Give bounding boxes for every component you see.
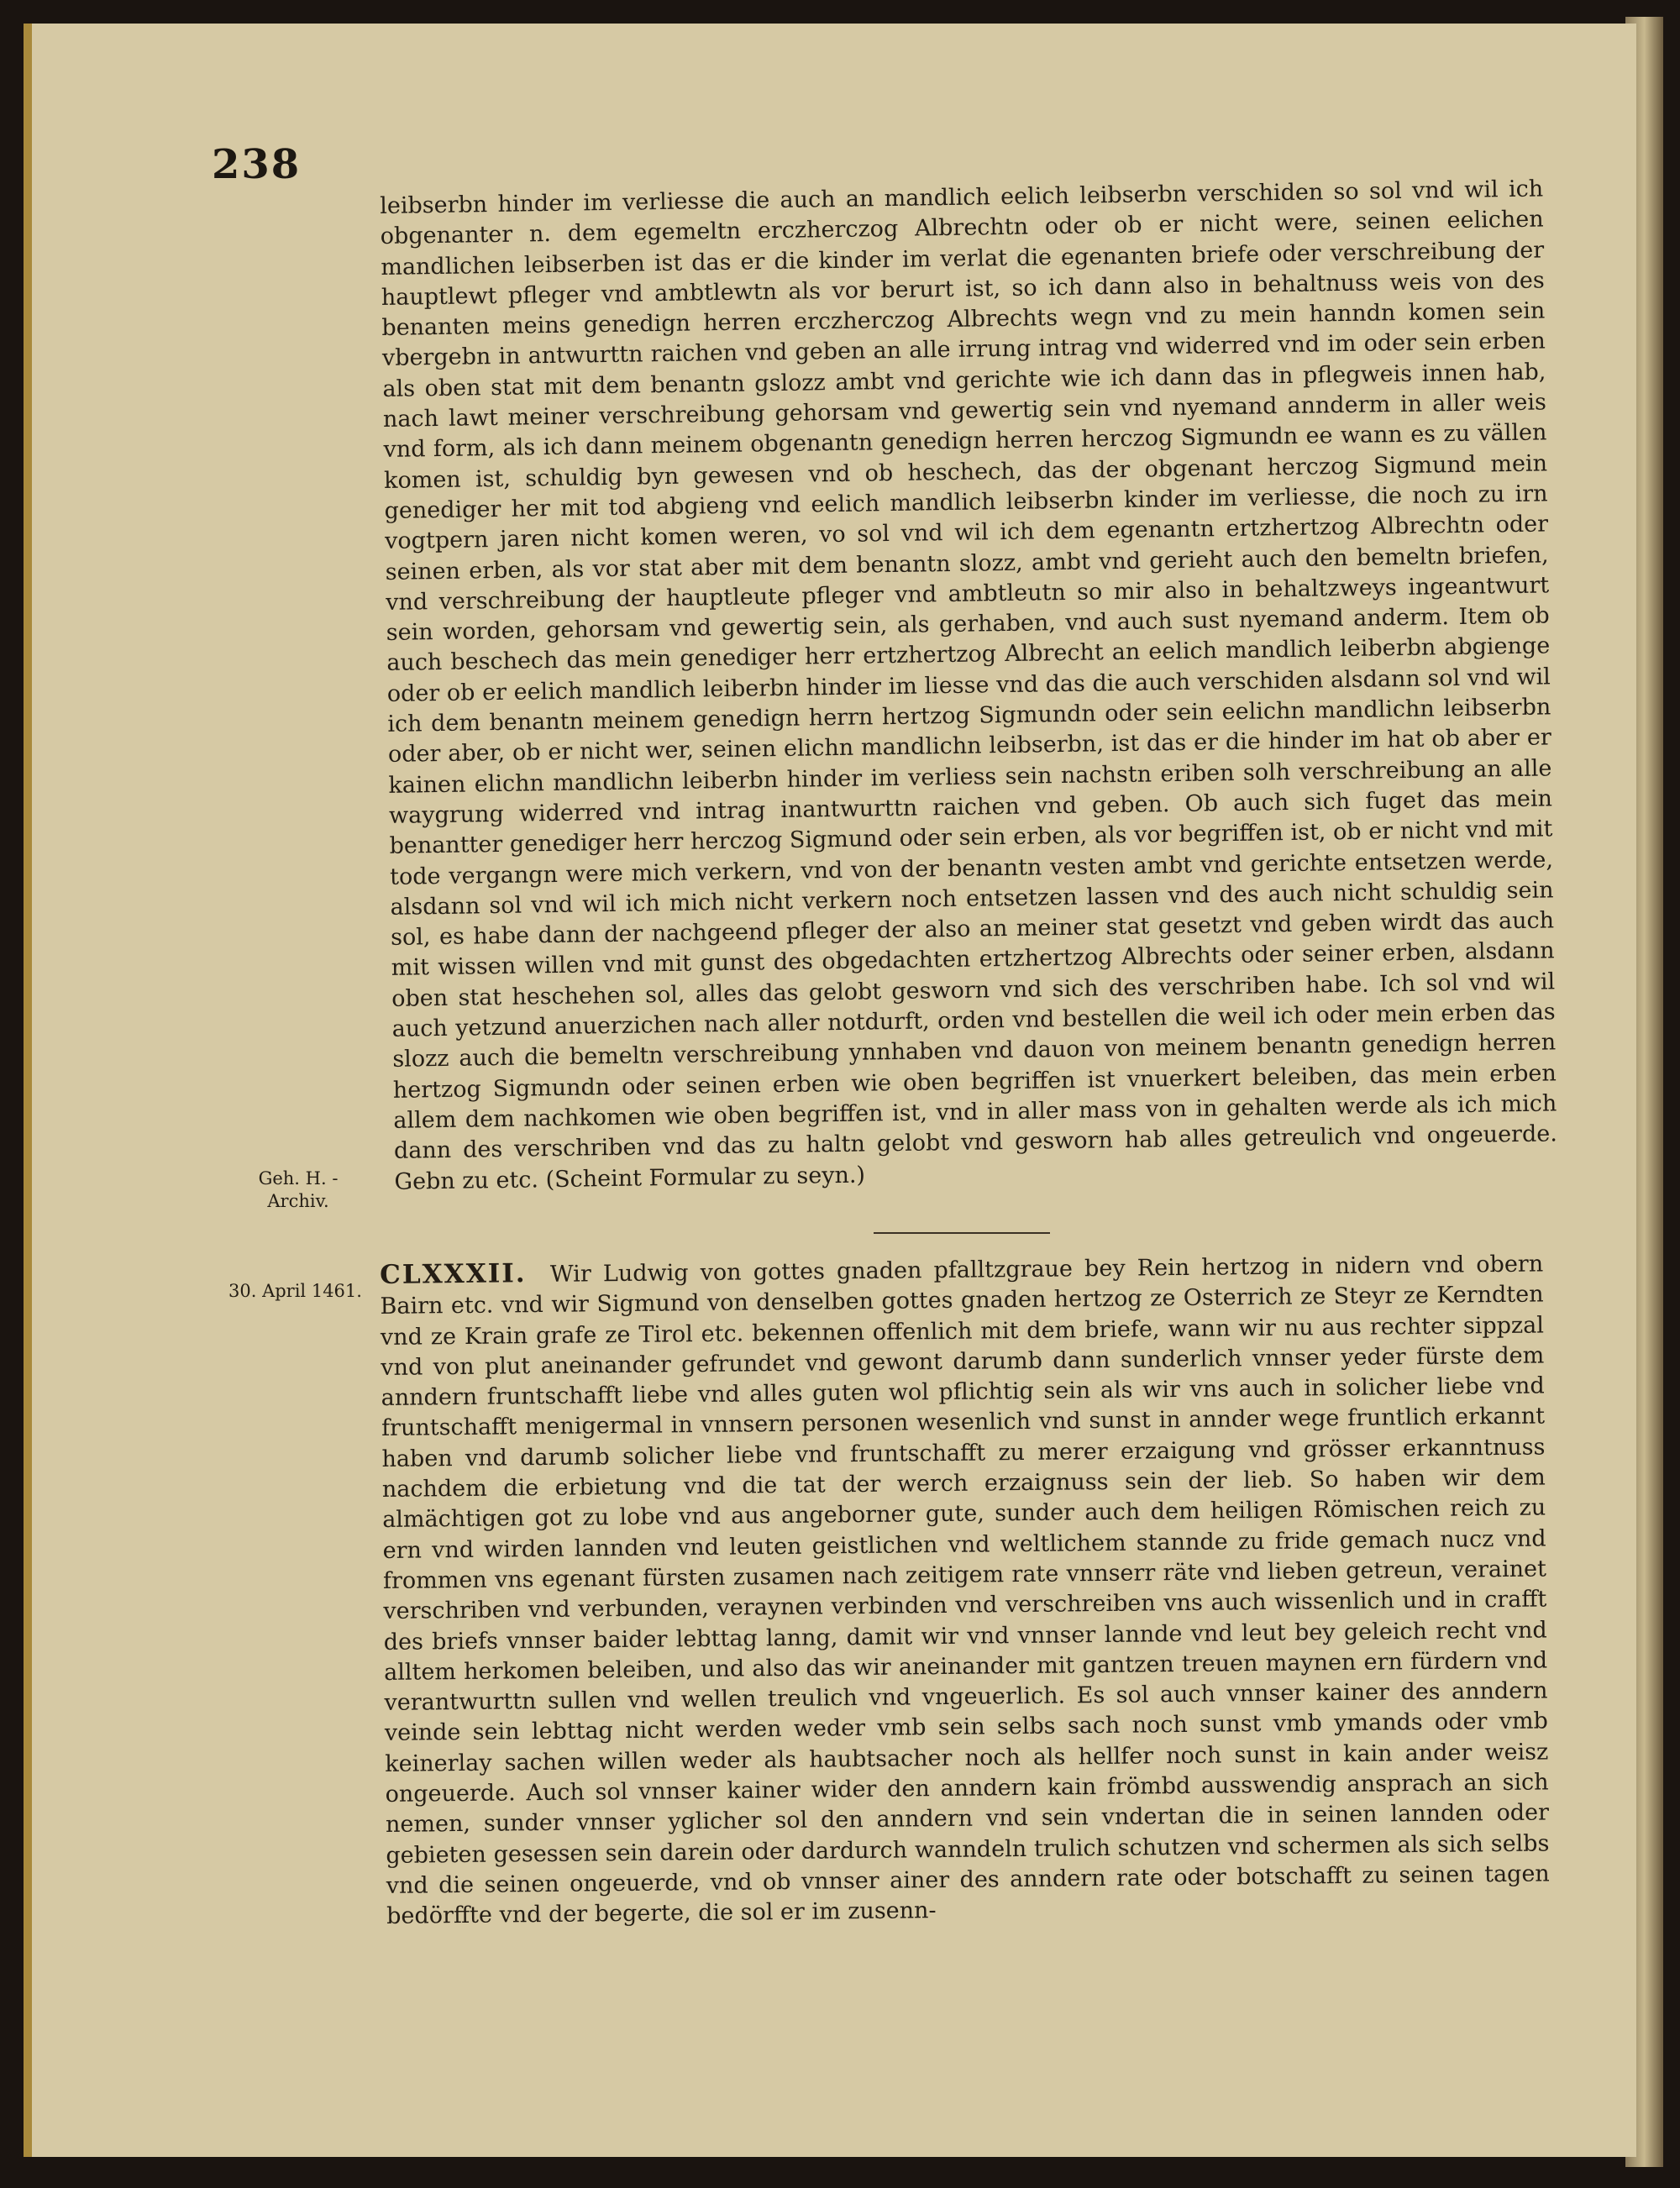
bleed-through-text bbox=[227, 217, 232, 237]
section-text: Wir Ludwig von gottes gnaden pfalltzgraue bey Rein hertzog in nidern vnd obern Bairn etc. vnd wir Sigmund von denselben gottes gnaden hertzog ze Osterrich ze Steyr ze Kerndten vnd ze Krain grafe ze Tirol etc. bekennen offenlich mit dem briefe, wann wir nu aus rechter sippzal vnd von plut aneinander gefrundet vnd gewont darumb dann sunderlich vnnser yeder fürste dem anndern fruntschafft liebe vnd alles guten wol pflichtig sein als wir vns auch in solicher liebe vnd fruntschafft menigermal in vnnsern personen wesenlich vnd sunst in annder wege fruntlich erkannt haben vnd darumb solicher liebe vnd fruntschafft zu merer erzaigung vnd grösser erkanntnuss nachdem die erbietung vnd die tat der werch erzaignuss sein der lieb. So haben wir dem almächtigen got zu lobe vnd aus angeborner gute, sunder auch dem heiligen Römischen reich zu ern vnd wirden lannden vnd leuten geistlichen vnd weltlichem stannde zu fride gemach nucz vnd frommen vns egenant fürsten zusamen nach zeitigem rate vnnserr räte vnd lieben getreun, verainet verschriben vnd verbunden, veraynen verbinden vnd verschreiben vns auch wissenlich und in crafft des briefs vnnser baider lebttag lanng, damit wir vnd vnnser lannde vnd leut bey geleich recht vnd alltem herkomen beleiben, und also das wir aneinander mit gantzen treuen maynen ern fürdern vnd verantwurttn sullen vnd wellen treulich vnd vngeuerlich. Es sol auch vnnser kainer des anndern veinde sein lebttag nicht werden weder vmb sein selbs sach noch sunst vmb ymands oder vmb keinerlay sachen willen weder als haubtsacher noch als hellfer noch sunst in kain ander weisz ongeuerde. Auch sol vnnser kainer wider den anndern kain frömbd ausswendig ansprach an sich nemen, sunder vnnser yglicher sol den anndern vnd sein vndertan die in seinen lannden oder gebieten gesessen sein darein oder dardurch wanndeln trulich schutzen vnd schermen als sich selbs vnd die seinen ongeuerde, vnd ob vnnser ainer des anndern rate oder botschafft zu seinen tagen bedörffte vnd der begerte, die sol er im zusenn- bbox=[380, 1251, 1550, 1930]
document-paragraph-1: leibserbn hinder im verliesse die auch an mandlich eelich leibserbn verschiden so sol vnd wil ich obgenanter n. dem egemeltn erczherczog Albrechtn oder ob er nicht were, seinen eelichen mandlichen leibserben ist das er die kinder im verlat die egenanten briefe oder verschreibung der hauptlewt pfleger vnd ambtlewtn als vor berurt ist, so ich dann also in behaltnuss weis von des benanten meins genedign herren erczherczog Albrechts wegn vnd zu mein hanndn komen sein vbergebn in antwurttn raichen vnd geben an alle irrung intrag vnd widerred vnd im oder sein erben als oben stat mit dem benantn gslozz ambt vnd gerichte wie ich dann das in pflegweis innen hab, nach lawt meiner verschreibung gehorsam vnd gewertig sein vnd nyemand annderm in aller weis vnd form, als ich dann meinem obgenantn genedign herren herczog Sigmundn ee wann es zu vällen komen ist, schuldig byn gewesen vnd ob heschech, das der obgenant herczog Sigmund mein genediger her mit tod abgieng vnd eelich mandlich leibserbn kinder im verliesse, die noch zu irn vogtpern jaren nicht komen weren, vo sol vnd wil ich dem egenantn ertzhertzog Albrechtn oder seinen erben, als vor stat aber mit dem benantn slozz, ambt vnd gerieht auch den bemeltn briefen, vnd verschreibung der hauptleute pfleger vnd ambtleutn so mir also in behaltzweys ingeantwurt sein worden, gehorsam vnd gewertig sein, als gerhaben, vnd auch sust nyemand anderm. Item ob auch beschech das mein genediger herr ertzhertzog Albrecht an eelich mandlich leiberbn abgienge oder ob er eelich mandlich leiberbn hinder im liesse vnd das die auch verschiden alsdann sol vnd wil ich dem benantn meinem genedign herrn hertzog Sigmundn oder sein eelichn mandlichn leibserbn oder aber, ob er nicht wer, seinen elichn mandlichn leibserbn, ist das er die hinder im hat ob aber er kainen elichn mandlichn leiberbn hinder im verliess sein nachstn eriben solh verschreibung an alle waygrung widerred vnd intrag inantwurttn raichen vnd geben. Ob auch sich fuget das mein benantter genediger herr herczog Sigmund oder sein erben, als vor begriffen ist, ob er nicht vnd mit tode vergangn were mich verkern, vnd von der benantn vesten ambt vnd gerichte entsetzen werde, alsdann sol vnd wil ich mich nicht verkern noch entsetzen lassen vnd des auch nicht schuldig sein sol, es habe dann der nachgeend pfleger der also an meiner stat gesetzt vnd geben wirdt das auch mit wissen willen vnd mit gunst des obgedachten ertzhertzog Albrechts oder seiner erben, alsdann oben stat heschehen sol, alles das gelobt gesworn vnd sich des verschriben habe. Ich sol vnd wil auch yetzund anuerzichen nach aller notdurft, orden vnd bestellen die weil ich oder mein erben das slozz auch die bemeltn verschreibung ynnhaben vnd dauon von meinem benantn genedign herren hertzog Sigmundn oder seinen erben wie oben begriffen ist vnuerkert beleiben, das mein erben allem dem nachkomen wie oben begriffen ist, vnd in aller mass von in gehalten werde als ich mich dann des verschriben vnd das zu haltn gelobt vnd gesworn hab alles getreulich vnd ongeuerde. Gebn zu etc. (Scheint Formular zu seyn.) bbox=[380, 176, 1558, 1195]
margin-date: 30. April 1461. bbox=[228, 1281, 362, 1301]
page-number: 238 bbox=[212, 141, 302, 188]
section-divider bbox=[874, 1232, 1050, 1234]
section-number: CLXXXII. bbox=[380, 1258, 527, 1290]
margin-note-archive: Geh. H. - Archiv. bbox=[258, 1168, 339, 1211]
document-text-block-1 bbox=[380, 174, 1558, 1197]
document-text-block-2 bbox=[380, 1247, 1550, 1932]
document-paragraph-2 bbox=[380, 1247, 1550, 1932]
